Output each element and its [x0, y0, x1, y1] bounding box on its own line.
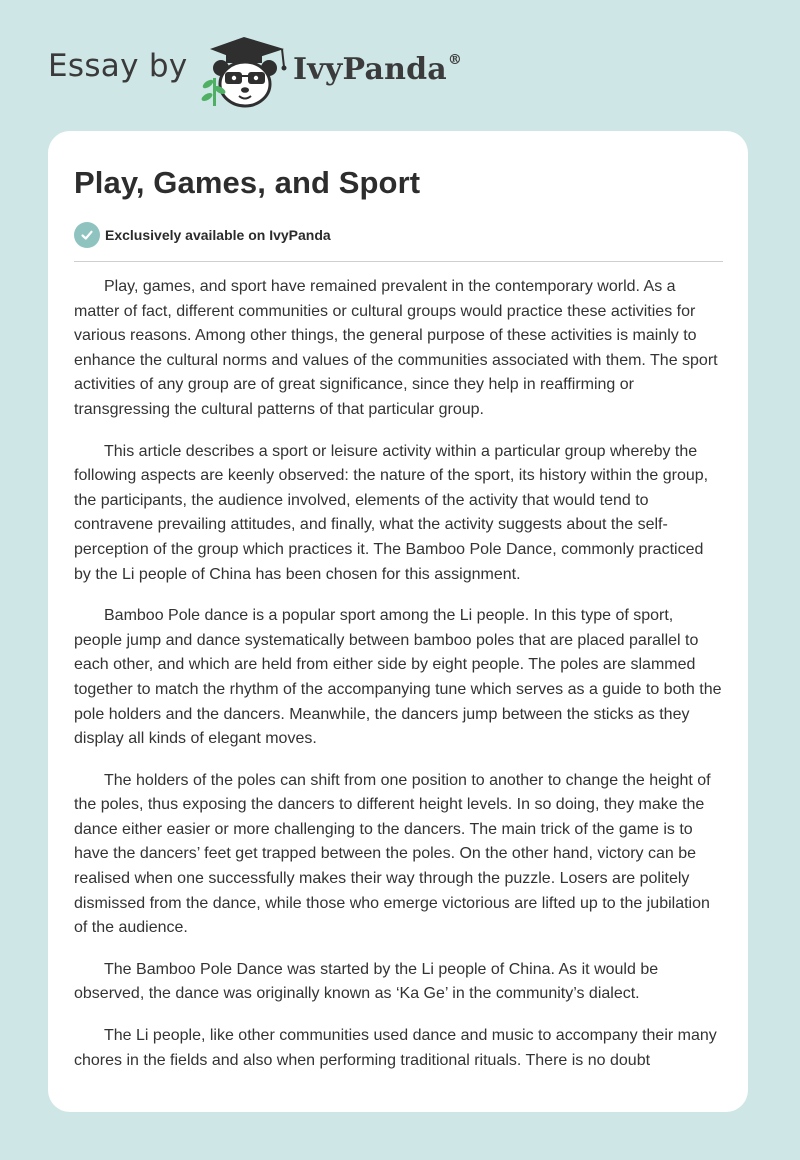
paragraph: Bamboo Pole dance is a popular sport among the Li people. In this type of sport, people jump and dance systematically between bamboo poles that are placed parallel to each other, and which are held from either side by eight people. The poles are slammed together to match the rhythm of the accompanying tune which serves as a guide to both the pole holders and the dancers. Meanwhile, the dancers jump between the sticks as they display all kinds of elegant moves. [74, 607, 722, 748]
checkmark-icon [74, 222, 100, 248]
panda-logo-icon[interactable] [198, 34, 290, 110]
badge-label: Exclusively available on IvyPanda [105, 227, 331, 243]
paragraph: The Li people, like other communities used dance and music to accompany their many chores in the fields and also when performing traditional rituals. There is no doubt [74, 1027, 717, 1069]
brand-name[interactable]: IvyPanda® [293, 52, 463, 87]
registered-mark: ® [447, 52, 463, 68]
paragraph: Play, games, and sport have remained prevalent in the contemporary world. As a matter of fact, different communities or cultural groups would practice these activities for various reasons. Among other things, the general purpose of these activities is mainly to enhance the cultural norms and values of the communities associated with them. The sport activities of any group are of great significance, since they help in reaffirming or transgressing the cultural patterns of that particular group. [74, 278, 718, 418]
brand-prefix: Essay by [48, 48, 188, 84]
availability-badge [74, 222, 331, 248]
article-card [48, 131, 748, 1112]
paragraph: The holders of the poles can shift from one position to another to change the height of the poles, thus exposing the dancers to different height levels. In so doing, they make the dance either easier or more challenging to the dancers. The main trick of the game is to have the dancers’ feet get trapped between the poles. On the other hand, victory can be realised when one successfully makes their way through the puzzle. Losers are politely dismissed from the dance, while those who emerge victorious are lifted up to the jubilation of the audience. [74, 771, 711, 937]
divider [74, 261, 723, 262]
page-title: Play, Games, and Sport [74, 165, 421, 200]
paragraph: The Bamboo Pole Dance was started by the Li people of China. As it would be observed, the dance was originally known as ‘Ka Ge’ in the community’s dialect. [74, 960, 659, 1003]
site-header [0, 0, 800, 130]
paragraph: This article describes a sport or leisure activity within a particular group whereby the following aspects are keenly observed: the nature of the sport, its history within the group, the participants, the audience involved, elements of the activity that would tend to contravene prevailing attitudes, and finally, what the activity suggests about the self-perception of the group which practices it. The Bamboo Pole Dance, commonly practiced by the Li people of China has been chosen for this assignment. [74, 442, 709, 583]
article-body [74, 275, 723, 1090]
